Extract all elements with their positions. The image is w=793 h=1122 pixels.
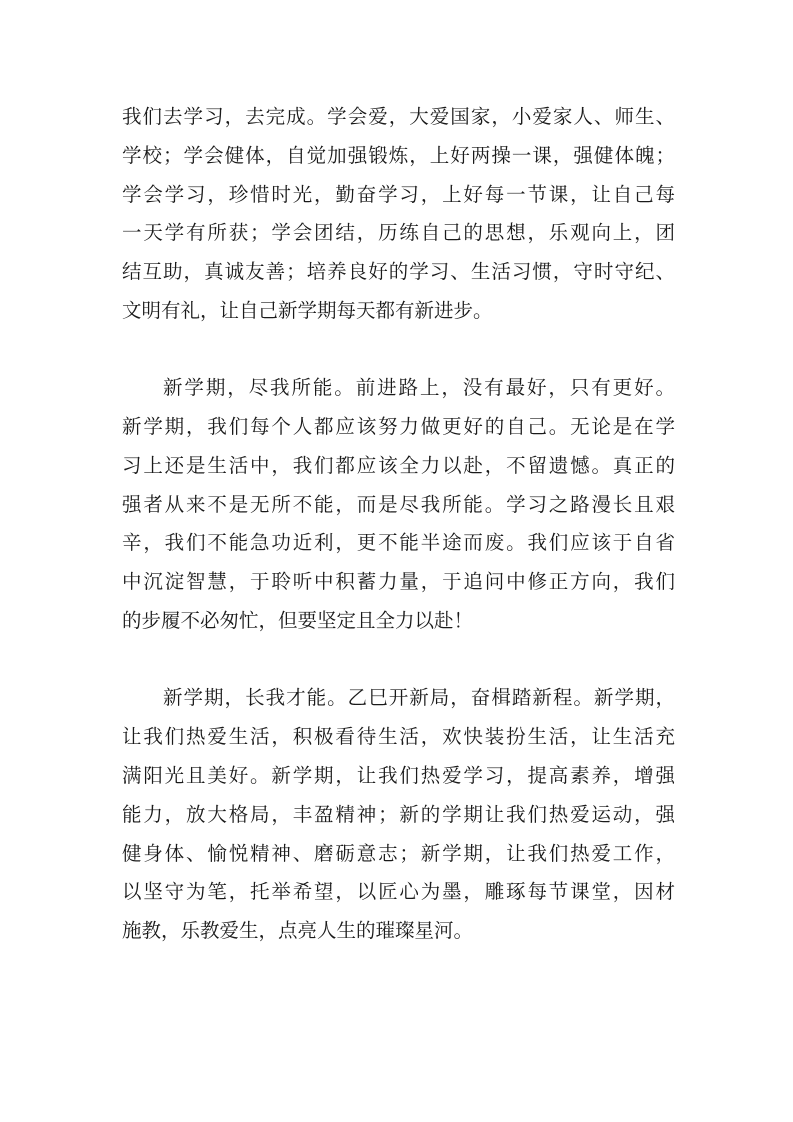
- text-line: 中沉淀智慧，于聆听中积蓄力量，于追问中修正方向，我们: [122, 570, 675, 594]
- text-line: 能力，放大格局，丰盈精神；新的学期让我们热爱运动，强: [122, 802, 675, 826]
- text-line: 施教，乐教爱生，点亮人生的璀璨星河。: [122, 919, 474, 943]
- paragraph-1: [122, 98, 675, 331]
- document-page: [122, 98, 675, 951]
- text-line: 一天学有所获；学会团结，历练自己的思想，乐观向上，团: [122, 221, 675, 245]
- text-line: 学会学习，珍惜时光，勤奋学习，上好每一节课，让自己每: [122, 182, 675, 206]
- text-line: 习上还是生活中，我们都应该全力以赴，不留遗憾。真正的: [122, 453, 675, 477]
- text-line: 新学期，我们每个人都应该努力做更好的自己。无论是在学: [122, 415, 675, 439]
- paragraph-spacer: [122, 331, 675, 370]
- paragraph-2: [122, 369, 675, 641]
- text-line: 新学期，长我才能。乙巳开新局，奋楫踏新程。新学期，: [163, 686, 675, 710]
- text-line: 结互助，真诚友善；培养良好的学习、生活习惯，守时守纪、: [122, 260, 675, 284]
- text-line: 以坚守为笔，托举希望，以匠心为墨，雕琢每节课堂，因材: [122, 880, 675, 904]
- text-line: 文明有礼，让自己新学期每天都有新进步。: [122, 298, 493, 322]
- text-line: 健身体、愉悦精神、磨砺意志；新学期，让我们热爱工作，: [122, 841, 675, 865]
- text-line: 强者从来不是无所不能，而是尽我所能。学习之路漫长且艰: [122, 492, 675, 516]
- paragraph-spacer: [122, 641, 675, 680]
- text-line: 学校；学会健体，自觉加强锻炼，上好两操一课，强健体魄；: [122, 143, 675, 167]
- text-line: 让我们热爱生活，积极看待生活，欢快装扮生活，让生活充: [122, 725, 675, 749]
- text-line: 满阳光且美好。新学期，让我们热爱学习，提高素养，增强: [122, 763, 675, 787]
- text-line: 我们去学习，去完成。学会爱，大爱国家，小爱家人、师生、: [122, 105, 675, 128]
- text-line: 的步履不必匆忙，但要坚定且全力以赴！: [122, 609, 474, 633]
- paragraph-3: [122, 679, 675, 951]
- text-line: 新学期，尽我所能。前进路上，没有最好，只有更好。: [163, 376, 675, 400]
- text-line: 辛，我们不能急功近利，更不能半途而废。我们应该于自省: [122, 531, 675, 555]
